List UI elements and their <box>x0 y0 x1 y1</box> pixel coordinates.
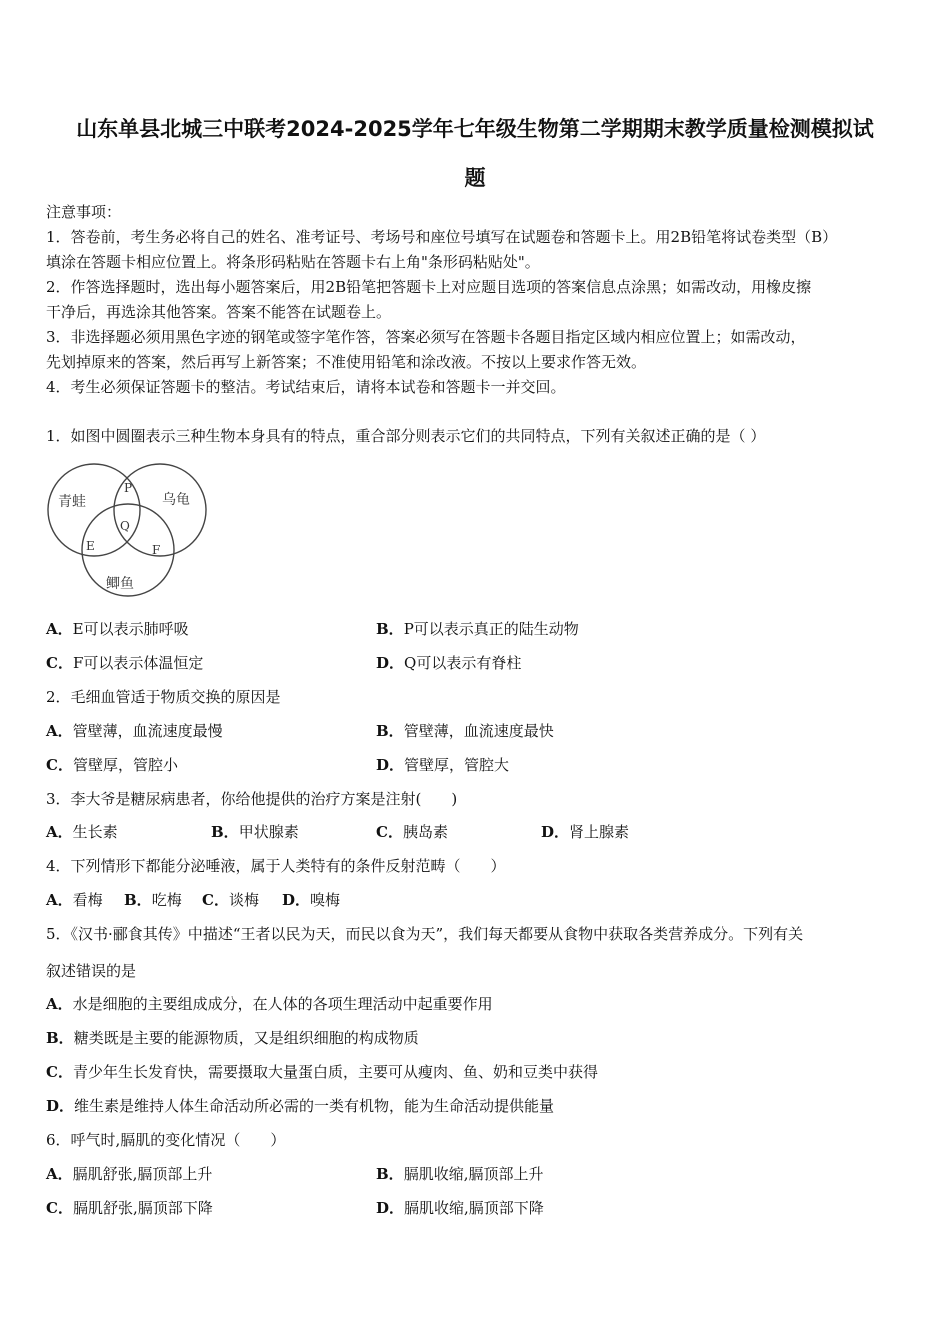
option-letter: B． <box>376 1165 404 1183</box>
q5-option-a <box>46 994 493 1014</box>
option-text: Q可以表示有脊柱 <box>404 654 522 672</box>
question-5-stem-continued: 叙述错误的是 <box>46 962 137 980</box>
q5-option-d <box>46 1096 554 1116</box>
notice-line: 4．考生必须保证答题卡的整洁。考试结束后，请将本试卷和答题卡一并交回。 <box>46 378 566 396</box>
option-text: 维生素是维持人体生命活动所必需的一类有机物，能为生命活动提供能量 <box>74 1097 555 1115</box>
notice-line: 干净后，再选涂其他答案。答案不能答在试题卷上。 <box>46 303 392 321</box>
option-text: 糖类既是主要的能源物质，又是组织细胞的构成物质 <box>73 1029 419 1047</box>
q5-option-c <box>46 1062 598 1082</box>
notice-line: 3．非选择题必须用黑色字迹的钢笔或签字笔作答，答案必须写在答题卡各题目指定区域内相应位置上；如需改动， <box>46 328 806 346</box>
option-text: 甲状腺素 <box>238 823 299 841</box>
q6-option-d <box>376 1198 544 1218</box>
option-text: 管壁厚，管腔大 <box>404 756 510 774</box>
option-text: 管壁薄，血流速度最快 <box>403 722 554 740</box>
question-2-stem: 2．毛细血管适于物质交换的原因是 <box>46 688 281 706</box>
option-letter: A． <box>46 620 73 638</box>
q1-option-b <box>376 619 579 639</box>
question-1-stem: 1．如图中圆圈表示三种生物本身具有的特点，重合部分则表示它们的共同特点，下列有关叙述正确的是（ ） <box>46 427 766 445</box>
q5-option-b <box>46 1028 419 1048</box>
q6-option-b <box>376 1164 543 1184</box>
option-text: 水是细胞的主要组成成分，在人体的各项生理活动中起重要作用 <box>72 995 493 1013</box>
notice-heading: 注意事项： <box>46 203 122 221</box>
option-letter: C． <box>46 1199 73 1217</box>
option-text: P可以表示真正的陆生动物 <box>403 620 579 638</box>
option-letter: A． <box>46 1165 73 1183</box>
option-text: 青少年生长发育快，需要摄取大量蛋白质，主要可从瘦肉、鱼、奶和豆类中获得 <box>72 1063 598 1081</box>
venn-diagram-svg <box>44 460 212 598</box>
option-text: 膈肌舒张,膈顶部下降 <box>72 1199 213 1217</box>
option-text: 肾上腺素 <box>569 823 630 841</box>
venn-region-q: Q <box>120 519 130 533</box>
notice-line: 2．作答选择题时，选出每小题答案后，用2B铅笔把答题卡上对应题目选项的答案信息点涂黑；如需改动，用橡皮擦 <box>46 278 812 296</box>
option-letter: B． <box>376 722 404 740</box>
notice-line: 1．答卷前，考生务必将自己的姓名、准考证号、考场号和座位号填写在试题卷和答题卡上。用2B铅笔将试卷类型（B） <box>46 228 838 246</box>
q6-option-a <box>46 1164 212 1184</box>
option-letter: B． <box>376 620 404 638</box>
venn-diagram <box>44 460 212 598</box>
q2-option-a <box>46 721 223 741</box>
q2-option-b <box>376 721 554 741</box>
q4-option-b <box>124 890 182 910</box>
option-letter: A． <box>46 891 73 909</box>
option-text: 管壁厚，管腔小 <box>72 756 178 774</box>
notice-line: 填涂在答题卡相应位置上。将条形码粘贴在答题卡右上角"条形码粘贴处"。 <box>46 253 540 271</box>
q1-option-d <box>376 653 521 673</box>
page-title-continued: 题 <box>464 166 486 190</box>
option-text: 吃梅 <box>151 891 182 909</box>
q4-option-d <box>282 890 340 910</box>
option-letter: C． <box>46 654 73 672</box>
option-letter: C． <box>46 756 73 774</box>
option-letter: D． <box>46 1097 75 1115</box>
option-letter: B． <box>211 823 239 841</box>
question-4-stem: 4．下列情形下都能分泌唾液，属于人类特有的条件反射范畴（ ） <box>46 857 506 875</box>
q4-option-a <box>46 890 103 910</box>
q2-option-d <box>376 755 509 775</box>
option-letter: D． <box>376 654 405 672</box>
option-letter: C． <box>376 823 403 841</box>
option-letter: A． <box>46 722 73 740</box>
option-letter: D． <box>541 823 570 841</box>
option-text: 膈肌收缩,膈顶部下降 <box>404 1199 544 1217</box>
option-text: 生长素 <box>72 823 118 841</box>
option-letter: C． <box>202 891 229 909</box>
venn-label-turtle: 乌龟 <box>162 492 190 508</box>
option-letter: D． <box>376 1199 405 1217</box>
q3-option-d <box>541 822 629 842</box>
option-letter: D． <box>376 756 405 774</box>
option-letter: B． <box>124 891 152 909</box>
option-text: 胰岛素 <box>402 823 448 841</box>
q1-option-c <box>46 653 203 673</box>
question-3-stem: 3．李大爷是糖尿病患者，你给他提供的治疗方案是注射( ) <box>46 790 458 808</box>
option-text: F可以表示体温恒定 <box>72 654 204 672</box>
venn-region-p: P <box>124 481 133 495</box>
notice-line: 先划掉原来的答案，然后再写上新答案；不准使用铅笔和涂改液。不按以上要求作答无效。 <box>46 353 647 371</box>
venn-region-e: E <box>86 539 95 553</box>
venn-label-fish: 鲫鱼 <box>106 576 134 592</box>
q3-option-a <box>46 822 118 842</box>
q2-option-c <box>46 755 178 775</box>
q6-option-c <box>46 1198 213 1218</box>
option-letter: A． <box>46 995 73 1013</box>
venn-label-frog: 青蛙 <box>58 494 86 510</box>
option-text: 谈梅 <box>228 891 259 909</box>
option-text: 看梅 <box>72 891 103 909</box>
option-text: E可以表示肺呼吸 <box>72 620 189 638</box>
option-letter: D． <box>282 891 311 909</box>
q3-option-c <box>376 822 448 842</box>
option-text: 膈肌舒张,膈顶部上升 <box>72 1165 213 1183</box>
option-letter: B． <box>46 1029 74 1047</box>
question-6-stem: 6．呼气时,膈肌的变化情况（ ） <box>46 1131 286 1149</box>
q1-option-a <box>46 619 189 639</box>
option-text: 管壁薄，血流速度最慢 <box>72 722 223 740</box>
q4-option-c <box>202 890 259 910</box>
option-letter: C． <box>46 1063 73 1081</box>
page-title: 山东单县北城三中联考2024-2025学年七年级生物第二学期期末教学质量检测模拟试 <box>76 117 874 141</box>
option-text: 膈肌收缩,膈顶部上升 <box>403 1165 544 1183</box>
venn-region-f: F <box>152 543 161 557</box>
option-text: 嗅梅 <box>310 891 341 909</box>
option-letter: A． <box>46 823 73 841</box>
q3-option-b <box>211 822 299 842</box>
question-5-stem: 5．《汉书·郦食其传》中描述“王者以民为天，而民以食为天”，我们每天都要从食物中获取各类营养成分。下列有关 <box>46 925 804 943</box>
